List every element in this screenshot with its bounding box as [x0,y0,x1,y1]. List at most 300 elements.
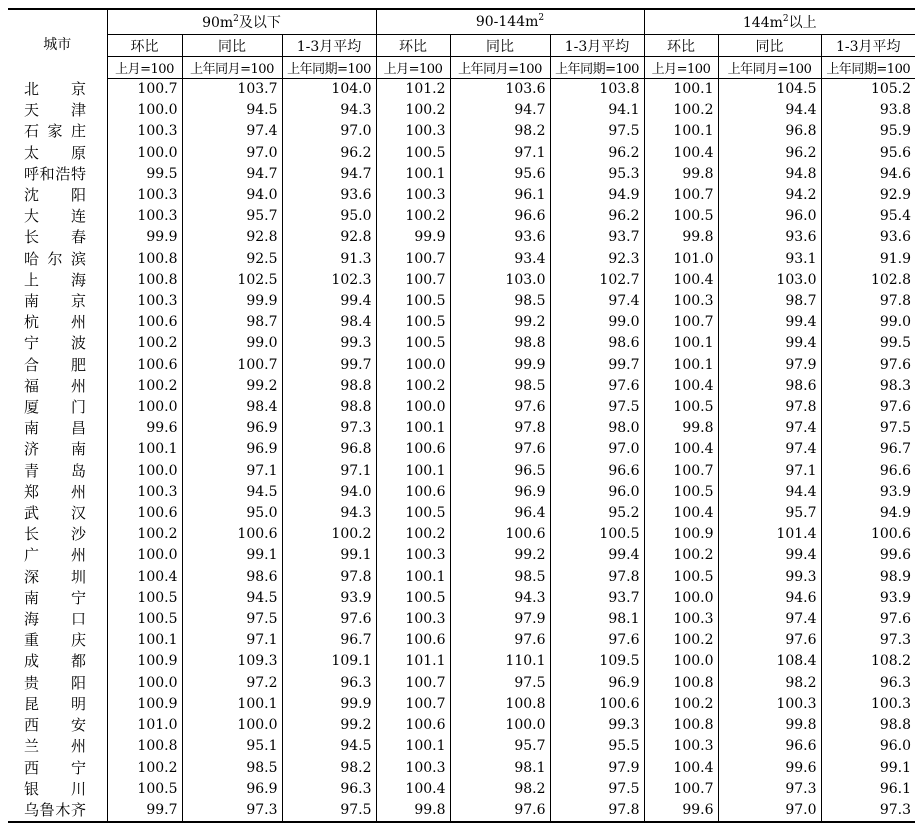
table-row [8,503,915,524]
value-cell: 95.4 [821,206,915,227]
value-cell: 100.5 [107,588,182,609]
city-name: 杭州 [24,313,86,332]
city-cell [8,715,107,736]
value-cell: 97.9 [550,758,644,779]
sub-header: 环比 [644,35,718,57]
value-cell: 92.5 [182,249,282,270]
value-cell: 100.6 [107,503,182,524]
value-cell: 92.8 [282,227,376,248]
value-cell: 100.2 [376,376,450,397]
value-cell: 99.8 [644,164,718,185]
value-cell: 97.3 [821,630,915,651]
value-cell: 98.2 [450,779,550,800]
value-cell: 99.6 [644,800,718,822]
value-cell: 100.7 [376,270,450,291]
value-cell: 97.6 [282,609,376,630]
value-cell: 96.6 [550,461,644,482]
value-cell: 96.8 [718,121,821,142]
table-row [8,121,915,142]
table-row [8,567,915,588]
city-name: 西安 [24,716,86,735]
value-cell: 99.3 [550,715,644,736]
city-cell [8,355,107,376]
value-cell: 99.5 [107,164,182,185]
city-name: 济南 [24,440,86,459]
value-cell: 97.5 [550,121,644,142]
value-cell: 92.3 [550,249,644,270]
value-cell: 100.5 [107,609,182,630]
sub-header: 1-3月平均 [282,35,376,57]
city-cell [8,779,107,800]
value-cell: 99.4 [550,545,644,566]
value-cell: 100.4 [644,143,718,164]
city-cell [8,164,107,185]
sub-header: 同比 [182,35,282,57]
value-cell: 97.4 [718,439,821,460]
base-label-header: 上年同月=100 [182,57,282,79]
value-cell: 97.0 [182,143,282,164]
city-cell [8,503,107,524]
group-header-base: 144m [742,15,783,31]
table-row [8,800,915,822]
value-cell: 100.4 [107,567,182,588]
table-row [8,758,915,779]
value-cell: 100.6 [450,524,550,545]
value-cell: 94.6 [821,164,915,185]
value-cell: 100.1 [376,461,450,482]
value-cell: 100.7 [107,79,182,101]
value-cell: 93.7 [550,588,644,609]
value-cell: 97.8 [550,567,644,588]
value-cell: 94.4 [718,100,821,121]
value-cell: 95.6 [821,143,915,164]
city-name: 哈尔滨 [24,249,86,268]
value-cell: 98.5 [450,567,550,588]
value-cell: 97.4 [718,609,821,630]
value-cell: 100.9 [644,524,718,545]
value-cell: 97.1 [282,461,376,482]
value-cell: 97.4 [182,121,282,142]
value-cell: 100.2 [376,100,450,121]
value-cell: 97.2 [182,673,282,694]
value-cell: 100.2 [644,694,718,715]
value-cell: 97.6 [821,397,915,418]
value-cell: 100.3 [107,121,182,142]
table-row [8,164,915,185]
value-cell: 100.9 [107,694,182,715]
value-cell: 95.9 [821,121,915,142]
value-cell: 98.4 [182,397,282,418]
group-header-base: 90-144m [475,14,539,30]
table-row [8,630,915,651]
value-cell: 100.5 [550,524,644,545]
value-cell: 100.2 [107,333,182,354]
value-cell: 96.0 [821,736,915,757]
value-cell: 100.1 [107,630,182,651]
city-cell [8,694,107,715]
value-cell: 100.0 [182,715,282,736]
value-cell: 99.4 [718,333,821,354]
table-row [8,651,915,672]
value-cell: 99.8 [644,418,718,439]
value-cell: 96.9 [182,418,282,439]
table-row [8,270,915,291]
city-cell [8,545,107,566]
city-cell [8,397,107,418]
city-name: 深圳 [24,567,86,586]
value-cell: 99.9 [107,227,182,248]
table-row [8,736,915,757]
value-cell: 108.2 [821,651,915,672]
value-cell: 100.1 [182,694,282,715]
table-row [8,418,915,439]
value-cell: 97.9 [450,609,550,630]
value-cell: 102.3 [282,270,376,291]
value-cell: 99.8 [644,227,718,248]
value-cell: 98.8 [282,397,376,418]
value-cell: 94.0 [282,482,376,503]
table-row [8,715,915,736]
value-cell: 95.3 [550,164,644,185]
value-cell: 100.3 [376,121,450,142]
value-cell: 99.2 [182,376,282,397]
value-cell: 101.0 [644,249,718,270]
value-cell: 101.4 [718,524,821,545]
value-cell: 93.4 [450,249,550,270]
value-cell: 97.3 [182,800,282,822]
city-cell [8,758,107,779]
value-cell: 97.6 [450,630,550,651]
value-cell: 97.1 [182,630,282,651]
value-cell: 101.0 [107,715,182,736]
base-label-header: 上月=100 [376,57,450,79]
value-cell: 96.5 [450,461,550,482]
value-cell: 100.2 [644,100,718,121]
city-name: 兰州 [24,737,86,756]
value-cell: 93.8 [821,100,915,121]
value-cell: 99.2 [450,545,550,566]
value-cell: 100.0 [107,545,182,566]
city-cell [8,736,107,757]
city-name: 长春 [24,228,86,247]
value-cell: 92.9 [821,185,915,206]
sub-header: 环比 [107,35,182,57]
value-cell: 100.8 [107,249,182,270]
value-cell: 98.2 [450,121,550,142]
value-cell: 100.5 [376,312,450,333]
value-cell: 95.2 [550,503,644,524]
value-cell: 99.4 [718,312,821,333]
city-name: 南宁 [24,588,86,607]
table-row [8,291,915,312]
value-cell: 95.0 [282,206,376,227]
city-cell [8,333,107,354]
value-cell: 97.5 [550,397,644,418]
value-cell: 93.1 [718,249,821,270]
value-cell: 97.5 [282,800,376,822]
value-cell: 99.4 [718,545,821,566]
table-row [8,206,915,227]
value-cell: 100.5 [376,291,450,312]
value-cell: 101.2 [376,79,450,101]
value-cell: 97.8 [282,567,376,588]
price-index-table-container [8,8,915,823]
city-name: 长沙 [24,525,86,544]
city-name: 广州 [24,546,86,565]
value-cell: 98.7 [718,291,821,312]
city-cell [8,588,107,609]
table-row [8,227,915,248]
value-cell: 100.7 [644,312,718,333]
value-cell: 100.6 [821,524,915,545]
value-cell: 100.0 [107,461,182,482]
city-name: 北京 [24,79,86,98]
value-cell: 100.9 [107,651,182,672]
value-cell: 97.1 [182,461,282,482]
value-cell: 99.1 [182,545,282,566]
city-cell [8,461,107,482]
value-cell: 109.5 [550,651,644,672]
base-label-header: 上月=100 [107,57,182,79]
table-row [8,185,915,206]
value-cell: 100.8 [107,736,182,757]
value-cell: 109.3 [182,651,282,672]
city-cell [8,609,107,630]
value-cell: 100.7 [376,673,450,694]
value-cell: 100.3 [821,694,915,715]
value-cell: 100.0 [107,673,182,694]
value-cell: 99.7 [550,355,644,376]
value-cell: 103.0 [450,270,550,291]
value-cell: 96.7 [821,439,915,460]
value-cell: 100.5 [376,588,450,609]
value-cell: 97.8 [450,418,550,439]
value-cell: 100.3 [644,609,718,630]
value-cell: 94.1 [550,100,644,121]
value-cell: 99.0 [821,312,915,333]
value-cell: 93.7 [550,227,644,248]
value-cell: 96.3 [821,673,915,694]
city-cell [8,100,107,121]
city-name: 南昌 [24,419,86,438]
value-cell: 100.2 [107,758,182,779]
city-name: 宁波 [24,334,86,353]
value-cell: 103.7 [182,79,282,101]
value-cell: 93.6 [282,185,376,206]
table-row [8,355,915,376]
value-cell: 94.7 [282,164,376,185]
value-cell: 95.0 [182,503,282,524]
value-cell: 94.6 [718,588,821,609]
value-cell: 93.9 [821,588,915,609]
value-cell: 99.9 [450,355,550,376]
city-cell [8,121,107,142]
value-cell: 93.6 [821,227,915,248]
table-row [8,482,915,503]
value-cell: 100.4 [644,439,718,460]
value-cell: 100.7 [376,249,450,270]
table-row [8,524,915,545]
city-name: 银川 [24,779,86,798]
value-cell: 100.3 [107,482,182,503]
value-cell: 98.0 [550,418,644,439]
value-cell: 100.8 [450,694,550,715]
value-cell: 94.5 [182,100,282,121]
value-cell: 98.3 [821,376,915,397]
city-name: 上海 [24,270,86,289]
value-cell: 98.6 [182,567,282,588]
value-cell: 96.7 [282,630,376,651]
table-row [8,312,915,333]
value-cell: 100.8 [644,715,718,736]
city-cell [8,249,107,270]
value-cell: 100.3 [644,291,718,312]
value-cell: 94.9 [821,503,915,524]
value-cell: 97.0 [282,121,376,142]
table-row [8,79,915,101]
value-cell: 94.5 [182,482,282,503]
value-cell: 98.6 [718,376,821,397]
value-cell: 96.6 [450,206,550,227]
value-cell: 100.6 [376,482,450,503]
base-label-header: 上年同月=100 [718,57,821,79]
table-row [8,100,915,121]
sub-header: 同比 [450,35,550,57]
value-cell: 104.5 [718,79,821,101]
value-cell: 94.8 [718,164,821,185]
city-cell [8,312,107,333]
value-cell: 98.9 [821,567,915,588]
city-name: 西宁 [24,758,86,777]
value-cell: 97.6 [550,376,644,397]
value-cell: 100.5 [107,779,182,800]
value-cell: 100.6 [550,694,644,715]
value-cell: 100.6 [107,355,182,376]
value-cell: 97.8 [550,800,644,822]
value-cell: 99.2 [450,312,550,333]
value-cell: 100.1 [376,164,450,185]
base-label-header: 上月=100 [644,57,718,79]
value-cell: 98.5 [182,758,282,779]
value-cell: 95.7 [182,206,282,227]
value-cell: 97.3 [282,418,376,439]
value-cell: 96.4 [450,503,550,524]
value-cell: 97.5 [182,609,282,630]
value-cell: 100.1 [644,79,718,101]
value-cell: 100.7 [644,779,718,800]
value-cell: 100.0 [450,715,550,736]
value-cell: 100.8 [644,673,718,694]
value-cell: 100.7 [376,694,450,715]
value-cell: 97.6 [821,355,915,376]
value-cell: 100.7 [644,185,718,206]
value-cell: 100.0 [644,588,718,609]
value-cell: 94.5 [182,588,282,609]
city-cell [8,439,107,460]
value-cell: 100.7 [644,461,718,482]
value-cell: 99.7 [107,800,182,822]
value-cell: 100.0 [107,397,182,418]
value-cell: 97.5 [550,779,644,800]
value-cell: 100.5 [644,482,718,503]
value-cell: 93.9 [282,588,376,609]
value-cell: 100.0 [376,397,450,418]
value-cell: 99.8 [376,800,450,822]
value-cell: 100.1 [644,355,718,376]
value-cell: 100.6 [107,312,182,333]
table-row [8,397,915,418]
table-row [8,779,915,800]
group-header-superscript: 2 [782,14,789,24]
value-cell: 100.4 [644,503,718,524]
value-cell: 100.2 [282,524,376,545]
city-cell [8,185,107,206]
value-cell: 97.0 [718,800,821,822]
value-cell: 96.6 [718,736,821,757]
city-cell [8,482,107,503]
value-cell: 99.9 [282,694,376,715]
value-cell: 96.3 [282,779,376,800]
city-cell [8,418,107,439]
value-cell: 99.8 [718,715,821,736]
value-cell: 94.4 [718,482,821,503]
value-cell: 100.1 [376,418,450,439]
city-name: 重庆 [24,631,86,650]
value-cell: 100.4 [644,758,718,779]
value-cell: 96.2 [550,206,644,227]
value-cell: 101.1 [376,651,450,672]
city-cell [8,376,107,397]
value-cell: 95.5 [550,736,644,757]
value-cell: 100.1 [376,567,450,588]
value-cell: 100.5 [644,206,718,227]
value-cell: 98.8 [450,333,550,354]
city-cell [8,227,107,248]
base-label-header: 上年同期=100 [821,57,915,79]
value-cell: 100.6 [376,439,450,460]
value-cell: 94.7 [182,164,282,185]
table-row [8,609,915,630]
city-name: 厦门 [24,398,86,417]
city-cell [8,524,107,545]
value-cell: 100.1 [644,121,718,142]
city-name: 天津 [24,101,86,120]
value-cell: 99.0 [550,312,644,333]
value-cell: 95.7 [450,736,550,757]
value-cell: 110.1 [450,651,550,672]
value-cell: 96.1 [821,779,915,800]
value-cell: 99.7 [282,355,376,376]
value-cell: 102.8 [821,270,915,291]
value-cell: 102.5 [182,270,282,291]
value-cell: 98.2 [718,673,821,694]
city-name: 郑州 [24,482,86,501]
table-row [8,694,915,715]
city-name: 沈阳 [24,186,86,205]
value-cell: 94.0 [182,185,282,206]
value-cell: 93.6 [718,227,821,248]
value-cell: 109.1 [282,651,376,672]
table-row [8,376,915,397]
value-cell: 97.0 [550,439,644,460]
value-cell: 97.6 [718,630,821,651]
value-cell: 96.6 [821,461,915,482]
group-header-superscript: 2 [538,13,545,23]
value-cell: 100.4 [376,779,450,800]
value-cell: 100.5 [376,503,450,524]
city-name: 昆明 [24,694,86,713]
value-cell: 100.3 [107,185,182,206]
